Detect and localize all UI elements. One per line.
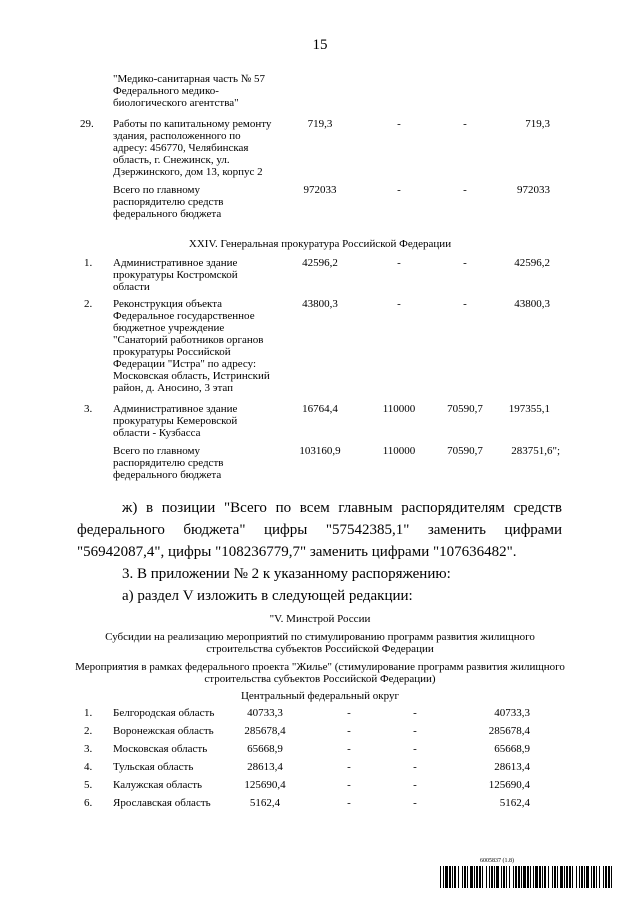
value-1: 40733,3: [247, 707, 283, 719]
value-3: -: [413, 725, 417, 737]
value-3: -: [413, 779, 417, 791]
row-number: 2.: [84, 298, 93, 310]
document-code: 6005837 (1.8): [480, 858, 514, 864]
value-2: 110000: [382, 403, 416, 415]
barcode-bar: [566, 866, 568, 888]
section-v-measures: Мероприятия в рамках федерального проекта "Жилье" (стимулирование программ развития жилищного строительства субъектов Российской Федерации): [75, 661, 565, 685]
section-v-subtitle: Субсидии на реализацию мероприятий по стимулированию программ развития жилищного строительства субъектов Российской Федерации: [105, 631, 535, 655]
value-3: -: [463, 257, 467, 269]
paragraph-zh-line1: ж) в позиции "Всего по всем главным распорядителям средств: [122, 500, 562, 516]
paragraph-a: а) раздел V изложить в следующей редакции:: [122, 588, 413, 604]
value-1: 125690,4: [244, 779, 286, 791]
barcode-bar: [489, 866, 490, 888]
region-name: Московская область: [113, 743, 208, 755]
barcode-bar: [491, 866, 493, 888]
continuation-text: "Медико-санитарная часть № 57 Федерального медико- биологического агентства": [113, 73, 265, 109]
row-description: Работы по капитальному ремонту здания, расположенного по адресу: 456770, Челябинская область, г. Снежинск, ул. Дзержинского, дом 13, корпус 2: [113, 118, 272, 178]
value-3: -: [463, 298, 467, 310]
barcode-bar: [572, 866, 573, 888]
barcode-bar: [560, 866, 563, 888]
barcode-bar: [476, 866, 478, 888]
barcode-bar: [593, 866, 595, 888]
region-name: Калужская область: [113, 779, 203, 791]
barcode-bar: [467, 866, 468, 888]
barcode-bar: [445, 866, 448, 888]
barcode-bar: [552, 866, 553, 888]
barcode-bar: [440, 866, 441, 888]
barcode-bar: [501, 866, 502, 888]
row-number: 2.: [84, 725, 93, 737]
barcode-bar: [503, 866, 505, 888]
total-value-3: -: [463, 184, 467, 196]
row-number: 29.: [80, 118, 94, 130]
barcode-bar: [482, 866, 483, 888]
barcode-bar: [557, 866, 558, 888]
barcode-bar: [599, 866, 600, 888]
value-4: 125690,4: [488, 779, 530, 791]
barcode-bar: [515, 866, 517, 888]
value-4: 28613,4: [494, 761, 530, 773]
value-4: 43800,3: [514, 298, 550, 310]
section-title: XXIV. Генеральная прокуратура Российской Федерации: [188, 238, 452, 250]
row-number: 5.: [84, 779, 93, 791]
value-3: -: [413, 743, 417, 755]
total-value-3: 70590,7: [447, 445, 483, 457]
district-heading: Центральный федеральный округ: [240, 690, 399, 702]
section-v-title: "V. Минстрой России: [269, 613, 371, 625]
barcode-bar: [579, 866, 580, 888]
value-1: 16764,4: [302, 403, 338, 415]
barcode-bar: [462, 866, 463, 888]
value-4: 40733,3: [494, 707, 530, 719]
row-description: Административное здание прокуратуры Костромской области: [113, 257, 238, 293]
row-number: 6.: [84, 797, 93, 809]
total-value-4: 972033: [517, 184, 550, 196]
value-2: -: [397, 118, 401, 130]
page-number: 15: [312, 37, 328, 53]
value-4: 42596,2: [514, 257, 550, 269]
barcode-bar: [464, 866, 466, 888]
row-description: Административное здание прокуратуры Кемеровской области - Кузбасса: [113, 403, 238, 439]
value-4: 285678,4: [488, 725, 530, 737]
value-2: -: [347, 743, 351, 755]
barcode-bar: [603, 866, 604, 888]
row-number: 4.: [84, 761, 93, 773]
row-number: 3.: [84, 743, 93, 755]
value-1: 719,3: [307, 118, 333, 130]
barcode-bar: [581, 866, 583, 888]
row-description: Реконструкция объекта Федеральное государственное бюджетное учреждение "Санаторий работников органов прокуратуры Российской Федерации "Истра" по адресу: Московская область, Истринский район, д. Аносино, 3 этап: [113, 298, 270, 394]
barcode-bar: [454, 866, 456, 888]
value-3: -: [413, 707, 417, 719]
value-2: -: [397, 298, 401, 310]
barcode-bar: [474, 866, 475, 888]
value-3: 70590,7: [447, 403, 483, 415]
value-4: 197355,1: [508, 403, 550, 415]
barcode-bar: [535, 866, 538, 888]
barcode-bar: [513, 866, 514, 888]
barcode-bar: [591, 866, 592, 888]
value-3: -: [413, 797, 417, 809]
barcode-bar: [564, 866, 565, 888]
value-2: -: [347, 707, 351, 719]
total-value-1: 103160,9: [299, 445, 341, 457]
barcode-bar: [486, 866, 487, 888]
region-name: Белгородская область: [113, 707, 215, 719]
total-value-1: 972033: [303, 184, 337, 196]
value-1: 43800,3: [302, 298, 338, 310]
barcode-bar: [611, 866, 612, 888]
barcode-bar: [458, 866, 459, 888]
total-value-2: 110000: [382, 445, 416, 457]
total-value-2: -: [397, 184, 401, 196]
barcode-bar: [530, 866, 531, 888]
barcode-bar: [584, 866, 585, 888]
barcode-bar: [542, 866, 543, 888]
value-1: 5162,4: [249, 797, 281, 809]
barcode-bar: [496, 866, 499, 888]
total-value-4: 283751,6";: [511, 445, 560, 457]
region-name: Ярославская область: [113, 797, 211, 809]
barcode-bar: [521, 866, 522, 888]
value-4: 65668,9: [494, 743, 530, 755]
value-1: 65668,9: [247, 743, 283, 755]
barcode-bar: [554, 866, 556, 888]
row-number: 3.: [84, 403, 93, 415]
barcode-bar: [596, 866, 597, 888]
total-description: Всего по главному распорядителю средств федерального бюджета: [113, 445, 224, 481]
value-4: 719,3: [525, 118, 550, 130]
barcode-bar: [506, 866, 507, 888]
value-2: -: [347, 779, 351, 791]
barcode-image: [440, 866, 612, 888]
barcode-bar: [518, 866, 520, 888]
value-4: 5162,4: [499, 797, 530, 809]
barcode-bar: [479, 866, 481, 888]
total-description: Всего по главному распорядителю средств федерального бюджета: [113, 184, 224, 220]
barcode-bar: [443, 866, 444, 888]
region-name: Тульская область: [113, 761, 194, 773]
value-3: -: [413, 761, 417, 773]
value-1: 285678,4: [244, 725, 286, 737]
value-2: -: [347, 797, 351, 809]
barcode-bar: [509, 866, 510, 888]
barcode-bar: [548, 866, 549, 888]
row-number: 1.: [84, 257, 93, 269]
region-name: Воронежская область: [113, 725, 214, 737]
paragraph-zh-line3: "56942087,4", цифры "108236779,7" заменить цифрами "107636482".: [77, 544, 517, 560]
barcode-bar: [470, 866, 473, 888]
barcode-bar: [523, 866, 526, 888]
barcode-bar: [494, 866, 495, 888]
value-3: -: [463, 118, 467, 130]
barcode-bar: [527, 866, 529, 888]
value-2: -: [347, 725, 351, 737]
value-1: 28613,4: [247, 761, 283, 773]
barcode-bar: [449, 866, 451, 888]
barcode-bar: [605, 866, 607, 888]
paragraph-zh-line2: федерального бюджета" цифры "57542385,1" заменить цифрами: [77, 522, 562, 538]
row-number: 1.: [84, 707, 93, 719]
paragraph-3: 3. В приложении № 2 к указанному распоряжению:: [122, 566, 451, 582]
barcode-bar: [452, 866, 453, 888]
barcode-bar: [608, 866, 610, 888]
value-2: -: [347, 761, 351, 773]
barcode-bar: [544, 866, 546, 888]
barcode-bar: [569, 866, 571, 888]
barcode-bar: [576, 866, 577, 888]
value-2: -: [397, 257, 401, 269]
barcode-bar: [586, 866, 589, 888]
barcode-bar: [533, 866, 534, 888]
value-1: 42596,2: [302, 257, 338, 269]
barcode-bar: [539, 866, 541, 888]
